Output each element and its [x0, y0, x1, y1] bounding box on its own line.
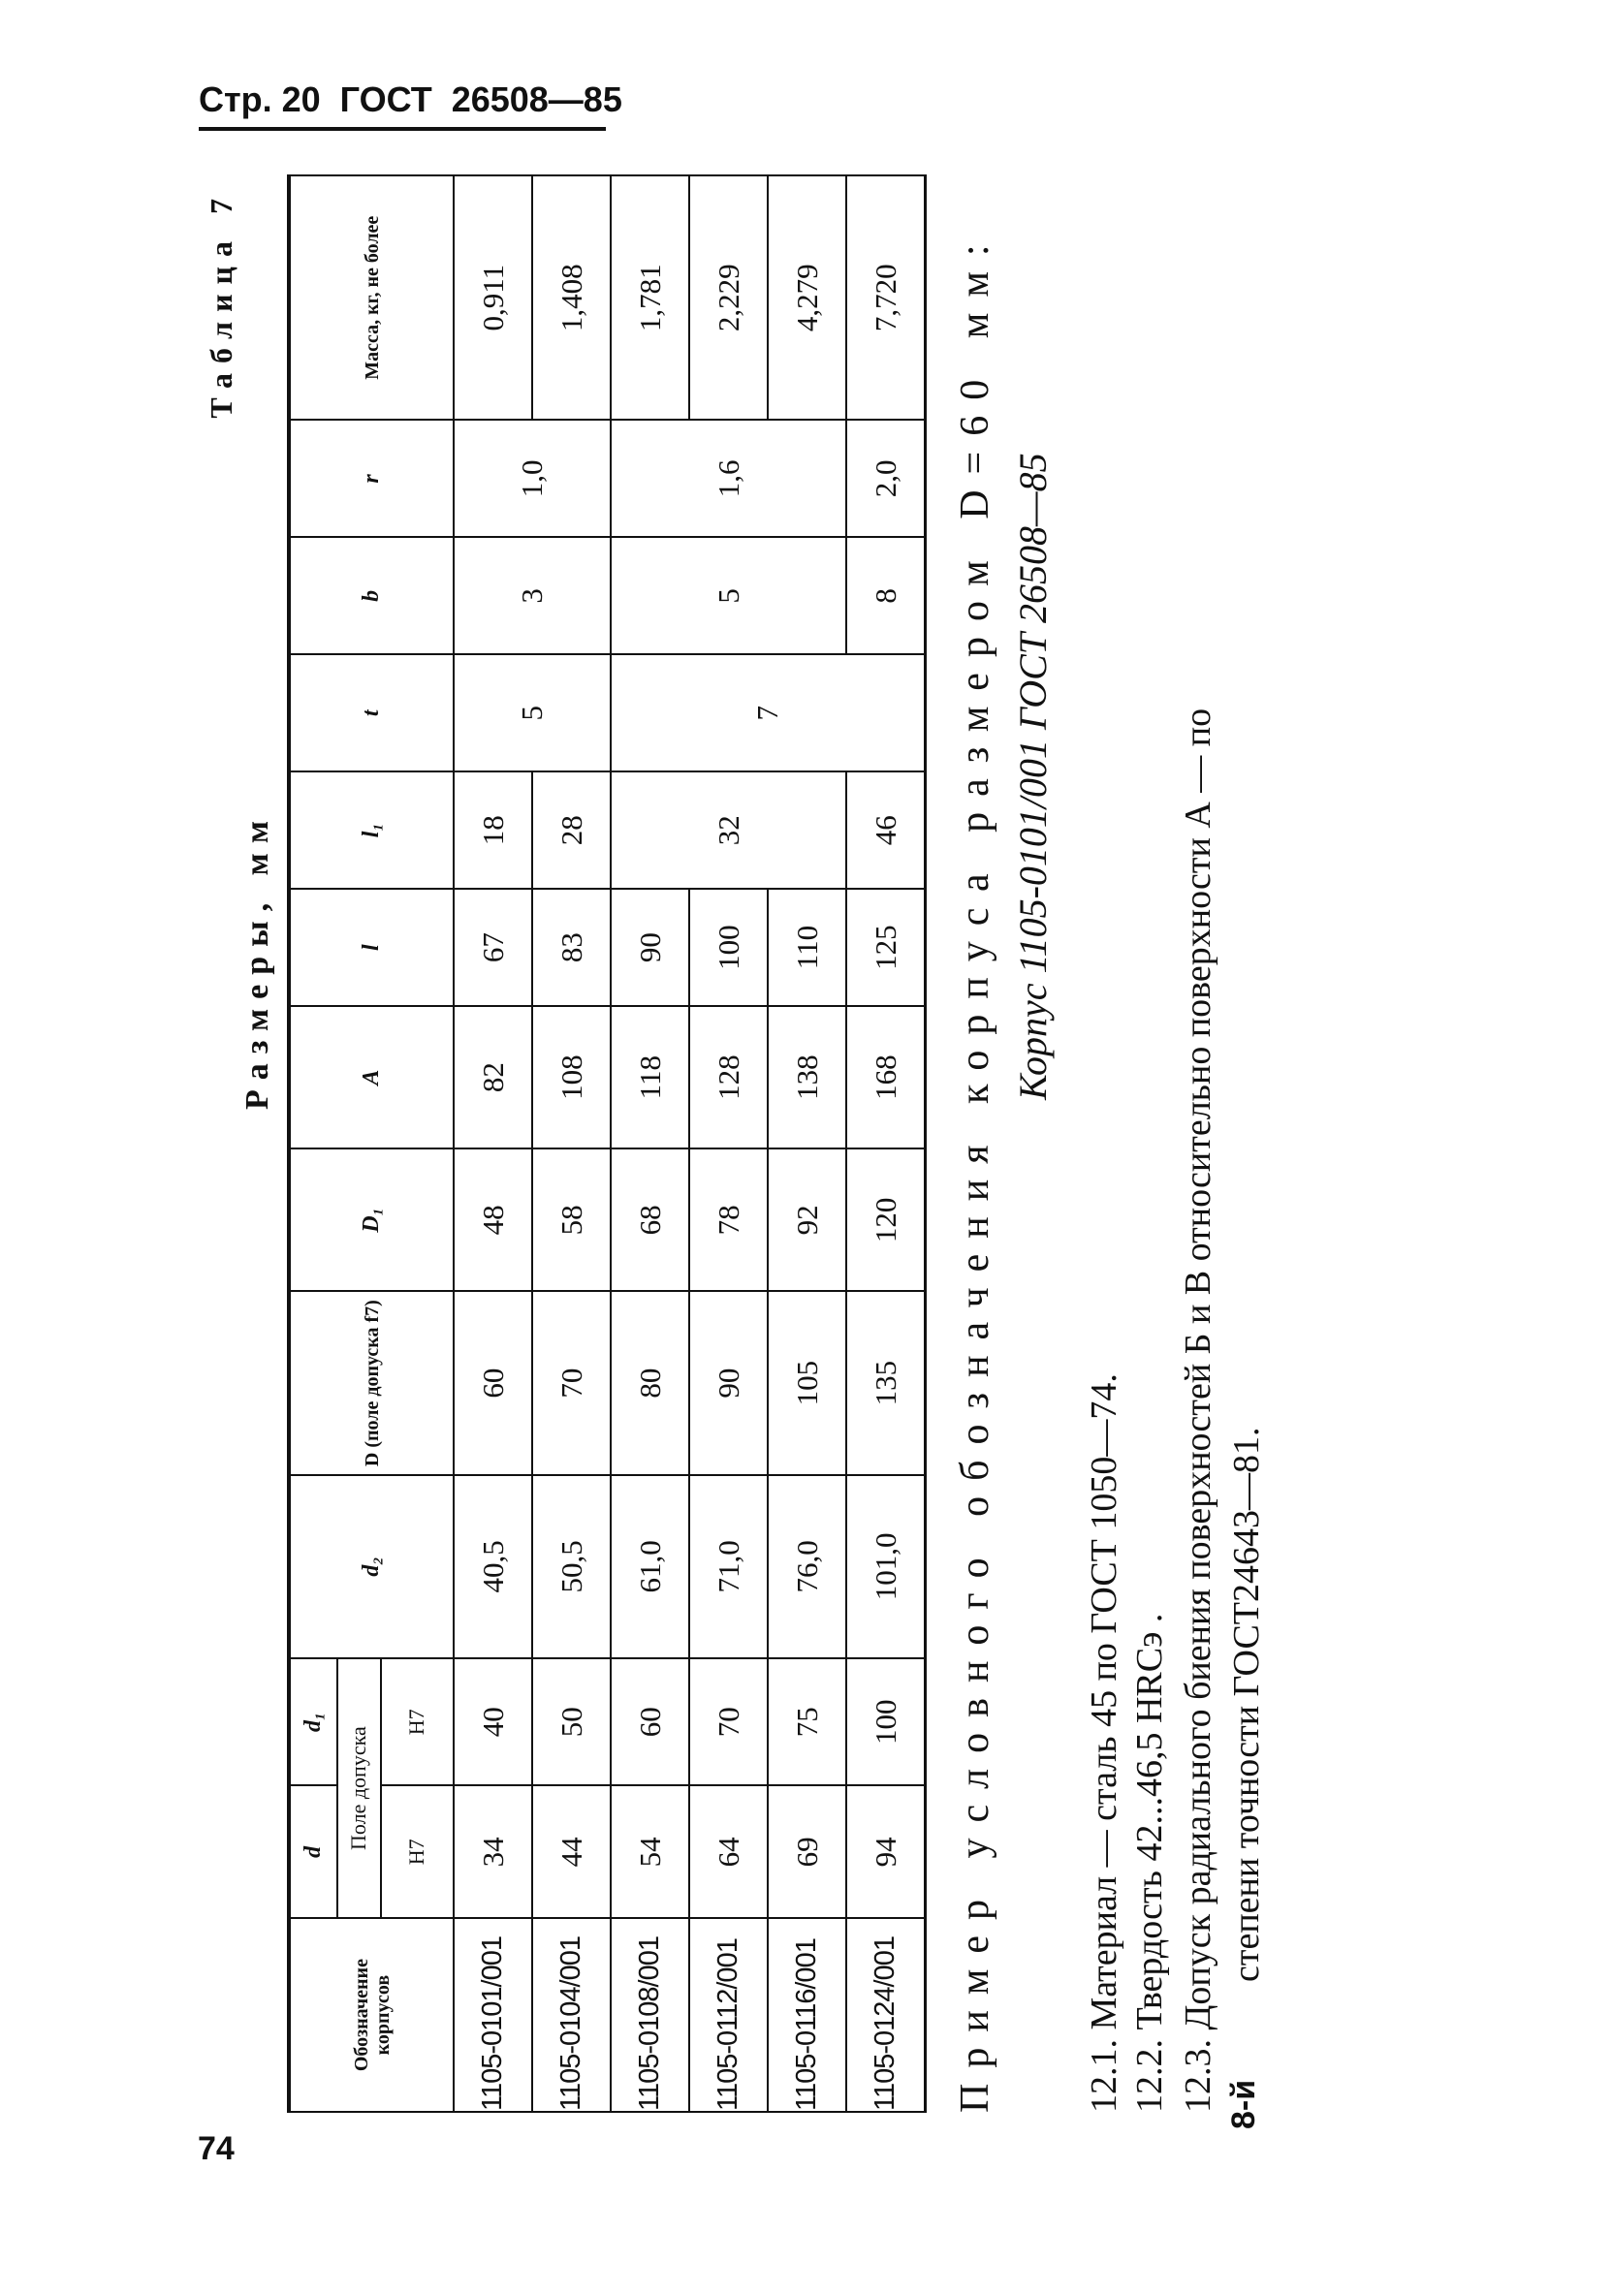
col-d-h7: H7 [381, 1786, 454, 1919]
col-l: l [289, 889, 454, 1006]
cell-r: 2,0 [846, 420, 926, 537]
cell-d: 54 [611, 1786, 689, 1919]
cell-l1: 32 [611, 771, 846, 889]
cell-D: 90 [689, 1292, 768, 1475]
cell-D: 60 [454, 1292, 532, 1475]
cell-d1: 50 [532, 1658, 611, 1785]
cell-d2: 61,0 [611, 1475, 689, 1658]
cell-mass: 1,781 [611, 175, 689, 420]
cell-A: 168 [846, 1006, 926, 1148]
example-designation: Корпус 1105-0101/001 ГОСТ 26508—85 [1011, 453, 1055, 1100]
cell-mass: 7,720 [846, 175, 926, 420]
cell-A: 82 [454, 1006, 532, 1148]
cell-d2: 101,0 [846, 1475, 926, 1658]
spec-table [287, 174, 927, 2113]
cell-D: 80 [611, 1292, 689, 1475]
cell-D1: 58 [532, 1148, 611, 1291]
cell-d2: 76,0 [768, 1475, 846, 1658]
rotated-content [186, 160, 1417, 2127]
cell-D1: 120 [846, 1148, 926, 1291]
cell-A: 138 [768, 1006, 846, 1148]
cell-l: 125 [846, 889, 926, 1006]
cell-D: 135 [846, 1292, 926, 1475]
row-name: 1105-0116/001 [768, 1918, 846, 2112]
cell-D1: 78 [689, 1148, 768, 1291]
cell-d1: 75 [768, 1658, 846, 1785]
cell-D: 105 [768, 1292, 846, 1475]
cell-b: 8 [846, 537, 926, 654]
cell-t: 7 [611, 654, 926, 771]
col-D1: D₁ [289, 1148, 454, 1291]
standard-number: 26508—85 [451, 79, 622, 119]
cell-mass: 2,229 [689, 175, 768, 420]
page-label: Стр. 20 [199, 79, 321, 119]
col-D: D (поле допуска f7) [289, 1292, 454, 1475]
col-tolerance: Поле допуска [337, 1658, 381, 1918]
col-d1-h7: H7 [381, 1658, 454, 1785]
cell-b: 5 [611, 537, 846, 654]
cell-mass: 1,408 [532, 175, 611, 420]
col-designation: Обозначение корпусов [289, 1918, 454, 2112]
cell-mass: 4,279 [768, 175, 846, 420]
dimensions-caption: Размеры, мм [239, 811, 275, 1110]
cell-l: 100 [689, 889, 768, 1006]
cell-r: 1,0 [454, 420, 611, 537]
cell-d2: 71,0 [689, 1475, 768, 1658]
table-caption: Таблица 7 [204, 189, 238, 419]
cell-mass: 0,911 [454, 175, 532, 420]
cell-A: 108 [532, 1006, 611, 1148]
table-row [846, 175, 926, 2112]
cell-d: 44 [532, 1786, 611, 1919]
cell-l1: 46 [846, 771, 926, 889]
col-l1: l₁ [289, 771, 454, 889]
page-number: 74 [198, 2130, 235, 2167]
cell-d: 34 [454, 1786, 532, 1919]
col-A: A [289, 1006, 454, 1148]
cell-l: 67 [454, 889, 532, 1006]
cell-l1: 18 [454, 771, 532, 889]
sheet-signature: 8-й [1225, 2079, 1262, 2129]
row-name: 1105-0108/001 [611, 1918, 689, 2112]
col-r: r [289, 420, 454, 537]
standard-label: ГОСТ [339, 79, 432, 119]
cell-d1: 70 [689, 1658, 768, 1785]
row-name: 1105-0101/001 [454, 1918, 532, 2112]
col-mass: Масса, кг, не более [289, 175, 454, 420]
item-12-2: 12.2. Твердость 42...46,5 HRCэ . [1129, 1613, 1170, 2113]
cell-D1: 92 [768, 1148, 846, 1291]
row-name: 1105-0112/001 [689, 1918, 768, 2112]
row-name: 1105-0124/001 [846, 1918, 926, 2112]
cell-d: 94 [846, 1786, 926, 1919]
cell-d: 64 [689, 1786, 768, 1919]
cell-D1: 68 [611, 1148, 689, 1291]
cell-d1: 100 [846, 1658, 926, 1785]
col-d1: d₁ [289, 1658, 337, 1785]
cell-d1: 60 [611, 1658, 689, 1785]
table-row [611, 175, 689, 2112]
cell-l: 110 [768, 889, 846, 1006]
example-text: Пример условного обозначения корпуса размером D=60 мм: [953, 229, 997, 2113]
table-row [454, 175, 532, 2112]
cell-l: 90 [611, 889, 689, 1006]
row-name: 1105-0104/001 [532, 1918, 611, 2112]
cell-d: 69 [768, 1786, 846, 1919]
cell-b: 3 [454, 537, 611, 654]
header-rule [199, 127, 606, 131]
item-12-1: 12.1. Материал — сталь 45 по ГОСТ 1050—74. [1084, 1373, 1124, 2113]
col-d: d [289, 1786, 337, 1919]
cell-l1: 28 [532, 771, 611, 889]
cell-d2: 50,5 [532, 1475, 611, 1658]
cell-A: 128 [689, 1006, 768, 1148]
cell-D1: 48 [454, 1148, 532, 1291]
cell-d1: 40 [454, 1658, 532, 1785]
cell-l: 83 [532, 889, 611, 1006]
cell-r: 1,6 [611, 420, 846, 537]
cell-D: 70 [532, 1292, 611, 1475]
cell-t: 5 [454, 654, 611, 771]
item-12-3-cont: степени точности ГОСТ24643—81. [1226, 1427, 1267, 1982]
col-d2: d₂ [289, 1475, 454, 1658]
cell-A: 118 [611, 1006, 689, 1148]
cell-d2: 40,5 [454, 1475, 532, 1658]
col-b: b [289, 537, 454, 654]
item-12-3: 12.3. Допуск радиального биения поверхностей Б и В относительно поверхности А — по [1178, 708, 1218, 2113]
page-header [199, 70, 622, 130]
col-t: t [289, 654, 454, 771]
